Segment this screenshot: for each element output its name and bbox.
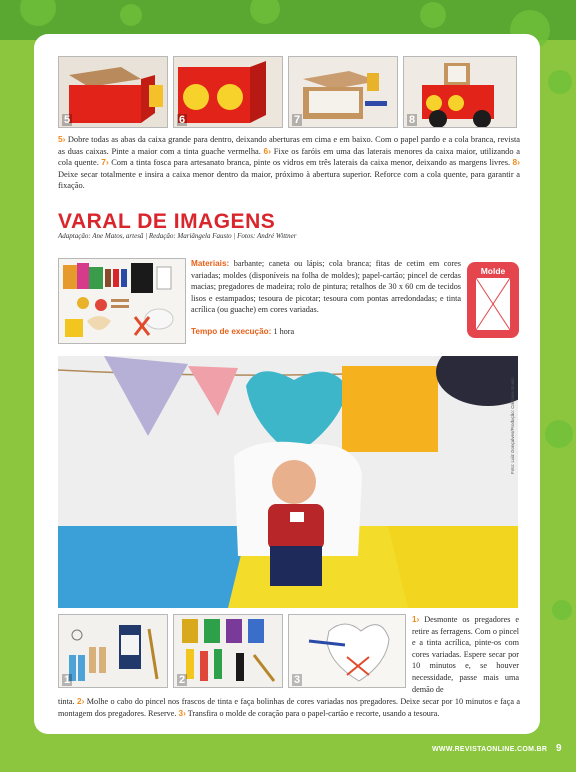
decor-dot — [120, 4, 142, 26]
step-photo-5 — [58, 56, 168, 128]
baby-with-garland-illustration — [58, 356, 518, 608]
step-text: Molhe o cabo do pincel nos frascos de tinta e faça bolinhas de cores variadas nos pregadores. Deixe secar por 10 minutos e faça a montagem dos pregadores. Reserve. — [58, 697, 521, 718]
step-marker: 6 — [263, 145, 269, 156]
step-photo-3 — [288, 614, 406, 688]
time-label: Tempo de execução: — [191, 327, 272, 336]
step-marker: 1 — [412, 615, 417, 624]
article-title: VARAL DE IMAGENS — [58, 210, 276, 233]
photo-number: 7 — [294, 114, 301, 126]
craft-materials-illustration — [59, 259, 185, 343]
decor-dot — [420, 2, 446, 28]
step-text: Dobre todas as abas da caixa grande para dentro, deixando aberturas em cima e em baixo. Com o papel pardo e a cola branca, revista as duas caixas. Pinte a maior com a tinta guache vermelha. — [58, 135, 520, 156]
steps-paragraph: tinta. 2› Molhe o cabo do pincel nos frascos de tinta e faça bolinhas de cores variadas nos pregadores. Deixe secar por 10 minutos e faça a montagem dos pregadores. Reserve. 3› Transfira o molde de coração para o papel-cartão e recorte, usando a tesoura. — [58, 697, 521, 718]
photo-number: 1 — [64, 674, 71, 686]
intro-paragraph: 5› Dobre todas as abas da caixa grande para dentro, deixando aberturas em cima e em baixo. Com o papel pardo e a cola branca, revista as duas caixas. Pinte a maior com a tinta guache vermelha. 6› Fixe os faróis em uma das laterais menores da caixa maior, utilizando a cola quente. 7› Com a tinta fosca para artesanato branca, pinte os vidros em três laterais da caixa menor, deixando as margens livres. 8› Deixe secar totalmente e insira a caixa menor dentro da maior, próximo à abertura superior. Reforce com a cola quente, para garantir a fixação. — [58, 134, 521, 191]
molde-label: Molde — [480, 266, 506, 276]
continuation-text: tinta. — [58, 697, 75, 706]
decor-dot — [545, 420, 573, 448]
finished-truck-illustration — [404, 57, 516, 127]
photo-credit: Foto: Luiz Gonçalves/Produção: Cristiane Bonilo — [510, 377, 515, 474]
magazine-page — [34, 34, 540, 734]
photo-number: 5 — [64, 114, 71, 126]
step-text: Transfira o molde de coração para o papel-cartão e recorte, usando a tesoura. — [187, 708, 440, 718]
step-text: Deixe secar totalmente e insira a caixa menor dentro da maior, próximo à abertura superior. Reforce com a cola quente, para garantir a fixação. — [58, 169, 520, 191]
materials-label: Materiais: — [191, 259, 230, 268]
main-photo — [58, 356, 518, 608]
step-photo-2 — [173, 614, 283, 688]
step-text: Desmonte os pregadores e retire as ferragens. Com o pincel e a tinta acrílica, pinte-os com cores variadas. Espere secar por 10 minutos e, se houver necessidade, passe mais uma demão de — [412, 615, 520, 694]
red-box-illustration — [59, 57, 167, 127]
small-box-illustration — [289, 57, 397, 127]
decor-dot — [548, 70, 572, 94]
materials-photo — [58, 258, 186, 344]
step-text: Fixe os faróis em uma das laterais menores da caixa maior, utilizando a cola quente. — [58, 146, 520, 168]
dotted-clothespins-illustration — [174, 615, 282, 687]
step-photo-7 — [288, 56, 398, 128]
materials-list: barbante; caneta ou lápis; cola branca; fitas de cetim em cores variadas; moldes (disponíveis na folha de moldes); papel-cartão; pincel de cerdas macias; pregadores de madeira; rolo de pintura; retalhos de 30 x 60 cm de tecidos lisos e estampados; tesoura de picotar; tesoura com pontas arredondadas; e tinta acrílica (ou guache) em cores variadas. — [191, 259, 461, 314]
painted-clothespins-illustration — [59, 615, 167, 687]
step-text: Com a tinta fosca para artesanato branca, pinte os vidros em três laterais da caixa menor, deixando as margens livres. — [111, 158, 511, 168]
footer-url: WWW.REVISTAONLINE.COM.BR — [432, 746, 548, 753]
molde-badge — [467, 262, 519, 338]
step-marker: 3 — [178, 708, 184, 718]
photo-number: 3 — [294, 674, 301, 686]
red-box-headlights-illustration — [174, 57, 282, 127]
heart-cutout-illustration — [289, 615, 405, 687]
step-photo-8 — [403, 56, 517, 128]
decor-dot — [552, 600, 572, 620]
step-marker: 5 — [58, 134, 63, 144]
execution-time — [191, 327, 294, 336]
step-1-text: 1› Desmonte os pregadores e retire as ferragens. Com o pincel e a tinta acrílica, pinte-os com cores variadas. Espere secar por 10 minutos e, se houver necessidade, passe mais uma demão de — [412, 615, 520, 694]
step-photo-6 — [173, 56, 283, 128]
step-photo-1 — [58, 614, 168, 688]
time-value: 1 hora — [273, 327, 295, 336]
materials-text — [191, 258, 461, 316]
pattern-sheet-icon — [476, 278, 510, 330]
photo-number: 6 — [179, 114, 186, 126]
article-credits: Adaptação: Ane Matos, artesã | Redação: Mariângela Fausto | Fotos: André Wittner — [58, 232, 297, 240]
step-marker: 7 — [101, 157, 106, 168]
photo-number: 2 — [179, 674, 186, 686]
page-number: 9 — [556, 743, 562, 754]
step-marker: 8 — [512, 157, 518, 168]
photo-number: 8 — [409, 114, 416, 126]
step-marker: 2 — [77, 697, 82, 706]
